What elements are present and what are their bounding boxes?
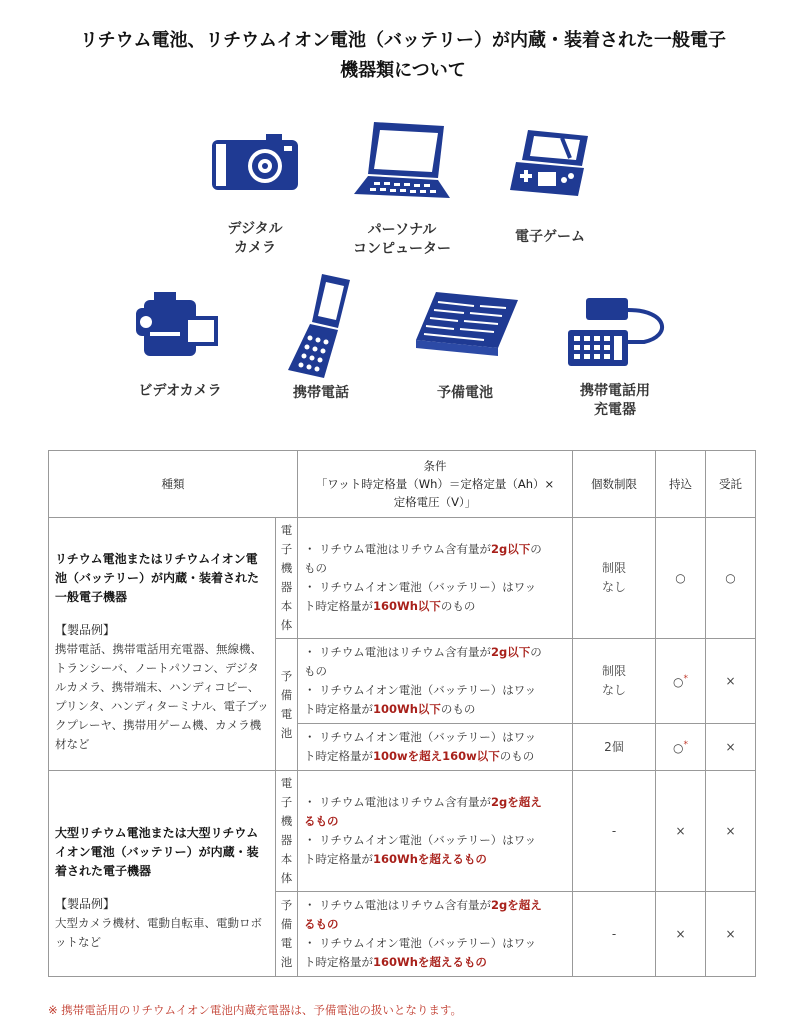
group1-example-heading: 【製品例】 [55, 623, 116, 637]
icon-label-video-camera: ビデオカメラ [138, 383, 222, 399]
group1-device-label [276, 518, 298, 639]
icon-label-personal-computer: パーソナル コンピューター [353, 222, 451, 257]
group1-kind-cell [49, 518, 276, 771]
page-title [0, 26, 806, 86]
video-camera-icon [134, 292, 220, 366]
mobile-phone-icon [284, 272, 356, 384]
group2-device-label: 電子機器本体 [276, 771, 298, 892]
group2-spare-label: 予備電池 [276, 892, 298, 977]
vertical-text: 電子機器本体 [280, 523, 293, 632]
title-line-1: リチウム電池、リチウムイオン電池（バッテリー）が内蔵・装着された一般電子 [79, 30, 727, 51]
checked-cell: ○ [706, 518, 756, 639]
table-row [49, 518, 756, 639]
title-line-2: 機器類について [340, 60, 466, 81]
group1-examples: 携帯電話、携帯電話用充電器、無線機、トランシーバ、ノートパソコン、デジタルカメラ、携帯端末、ハンディコピー、プリンタ、ハンディターミナル、電子ブックプレーヤ、携帯用ゲーム機、カメラ機材など [55, 642, 269, 751]
icon-label-phone-charger: 携帯電話用 充電器 [580, 383, 650, 418]
icon-label-mobile-phone: 携帯電話 [293, 385, 349, 401]
icon-label-digital-camera: デジタル カメラ [227, 221, 283, 256]
header-kind: 種類 [49, 451, 298, 518]
checked-cell: × [706, 724, 756, 771]
phone-charger-icon [564, 296, 674, 374]
battery-rules-table [48, 450, 756, 977]
spare-battery-icon [414, 290, 520, 364]
condition-cell: ・ リチウム電池はリチウム含有量が2gを超え るもの ・ リチウムイオン電池（バッテリー）はワッ ト時定格量が160Whを超えるもの [298, 892, 573, 977]
group2-example-heading: 【製品例】 [55, 896, 116, 911]
count-cell: - [573, 771, 656, 892]
digital-camera-icon [210, 134, 300, 196]
group1-spare-label: 予備電池 [276, 639, 298, 771]
footnote: ※ 携帯電話用のリチウムイオン電池内蔵充電器は、予備電池の扱いとなります。 [48, 1003, 462, 1017]
carry-cell: ○* [656, 724, 706, 771]
carry-cell: ○* [656, 639, 706, 724]
carry-cell: ○ [656, 518, 706, 639]
carry-cell: × [656, 892, 706, 977]
count-cell: 制限 なし [573, 518, 656, 639]
checked-cell: × [706, 892, 756, 977]
game-console-icon [508, 128, 592, 202]
count-cell: 制限 なし [573, 639, 656, 724]
icon-label-spare-battery: 予備電池 [437, 385, 493, 401]
table-row [49, 771, 756, 892]
header-count: 個数制限 [573, 451, 656, 518]
group2-title: 大型リチウム電池または大型リチウムイオン電池（バッテリー）が内蔵・装着された電子機器 [55, 825, 259, 878]
condition-cell: ・ リチウム電池はリチウム含有量が2gを超え るもの ・ リチウムイオン電池（バッテリー）はワッ ト時定格量が160Whを超えるもの [298, 771, 573, 892]
condition-cell: ・ リチウム電池はリチウム含有量が2g以下の もの ・ リチウムイオン電池（バッテリー）はワッ ト時定格量が160Wh以下のもの [298, 518, 573, 639]
count-cell: - [573, 892, 656, 977]
checked-cell: × [706, 639, 756, 724]
count-cell: 2個 [573, 724, 656, 771]
table-header-row [49, 451, 756, 518]
header-checked: 受託 [706, 451, 756, 518]
icon-label-electronic-game: 電子ゲーム [515, 229, 585, 245]
group2-kind-cell [49, 771, 276, 977]
laptop-icon [352, 120, 452, 208]
group2-examples: 大型カメラ機材、電動自転車、電動ロボットなど [55, 915, 262, 949]
condition-cell: ・ リチウムイオン電池（バッテリー）はワッ ト時定格量が100wを超え160w以下のもの [298, 724, 573, 771]
checked-cell: × [706, 771, 756, 892]
group1-title: リチウム電池またはリチウムイオン電池（バッテリー）が内蔵・装着された一般電子機器 [55, 552, 260, 604]
header-carry-on: 持込 [656, 451, 706, 518]
header-condition: 条件 「ワット時定格量（Wh）＝定格定量（Ah）× 定格電圧（V）」 [298, 451, 573, 518]
carry-cell: × [656, 771, 706, 892]
condition-cell: ・ リチウム電池はリチウム含有量が2g以下の もの ・ リチウムイオン電池（バッテリー）はワッ ト時定格量が100Wh以下のもの [298, 639, 573, 724]
